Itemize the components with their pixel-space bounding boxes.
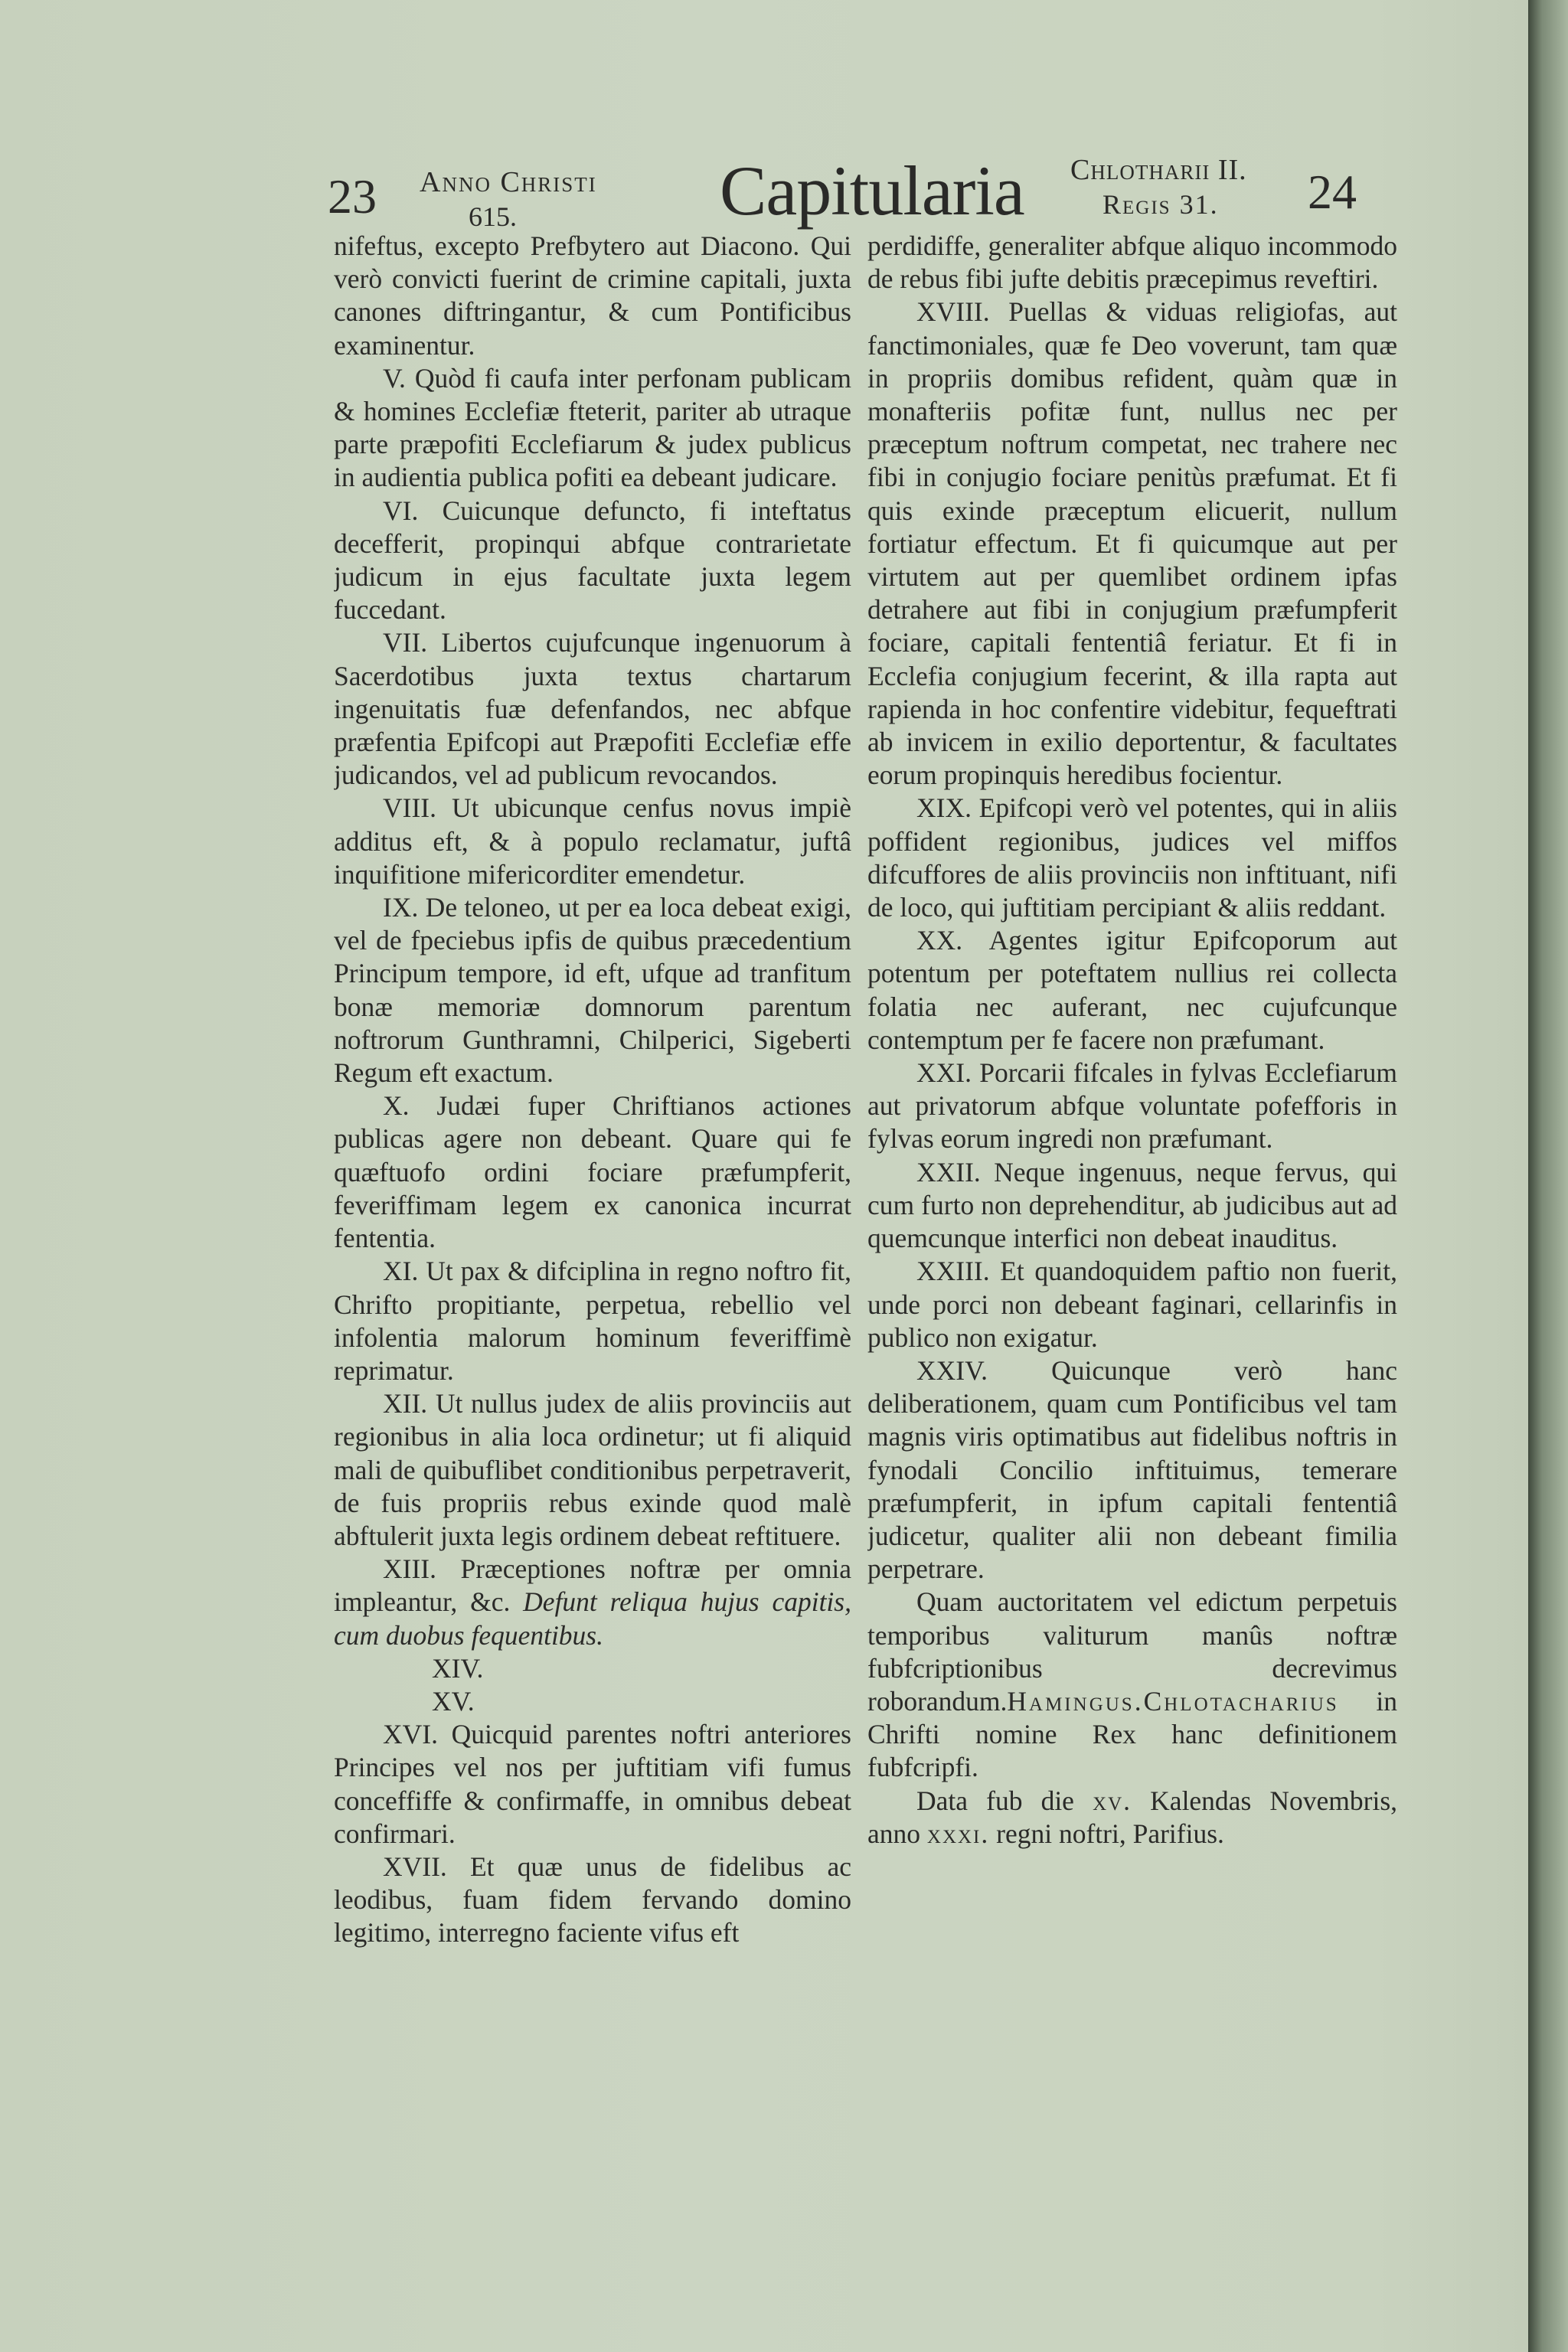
page-number-left: 23	[328, 169, 377, 224]
running-head-regnal-year: Regis 31.	[1102, 189, 1219, 220]
paragraph-xvi: XVI. Quicquid parentes noftri anteriores Principes vel nos per juftitiam vifi fumus conceffiffe & confirmaffe, in omnibus debeat confirmari.	[334, 1719, 851, 1849]
paragraph-xxii: XXII. Neque ingenuus, neque fervus, qui cum furto non deprehenditur, ab judicibus aut ad quemcunque interfici non debeat inauditus.	[867, 1156, 1397, 1254]
paragraph-xv: XV.	[432, 1685, 475, 1717]
paragraph-xiv: XIV.	[432, 1652, 484, 1684]
dating-text-end: regni noftri, Parifius.	[996, 1818, 1224, 1849]
dating-text-mid: Kalendas Novembris, anno	[867, 1785, 1397, 1849]
paragraph-viii: VIII. Ut ubicunque cenfus novus impiè additus eft, & à populo reclamatur, juftâ inquifitione mifericorditer emendetur.	[334, 792, 851, 890]
subscription-text: Quam auctoritatem vel edictum perpetuis temporibus valiturum manûs noftræ fubfcriptionibus decrevimus roborandum.	[867, 1586, 1397, 1717]
paragraph-xiii	[334, 1553, 851, 1652]
dating-year: xxxi.	[926, 1818, 990, 1849]
running-head-anno: Anno Christi	[420, 166, 597, 198]
paragraph-xviii: XVIII. Puellas & viduas religiofas, aut fanctimoniales, quæ fe Deo voverunt, tam quæ in propriis domibus refident, quàm quæ in monafteriis pofitæ funt, nullus nec per præceptum noftrum competat, nec trahere nec fibi in conjugio fociare penitùs præfumat. Et fi quis exinde præceptum elicuerit, nullum fortiatur effectum. Et fi quicumque aut per virtutem aut per quemlibet ordinem ipfas detrahere aut fibi in conjugium præfumpferit fociare, capitali fententiâ feriatur. Et fi in Ecclefia conjugium fecerint, & illa rapta aut rapienda in hoc confentire videbitur, fequeftrati ab invicem in exilio deportentur, & facultates eorum propinquis heredibus focientur.	[867, 296, 1397, 791]
paragraph-xix: XIX. Epifcopi verò vel potentes, qui in aliis poffident regionibus, judices vel miffos difcuffores de aliis provinciis non inftituant, nifi de loco, qui juftitiam percipiant & aliis reddant.	[867, 792, 1397, 923]
dating-text: Data fub die	[916, 1785, 1074, 1816]
running-head-king: Chlotharii II.	[1070, 154, 1247, 186]
subscription-paragraph	[867, 1586, 1397, 1784]
signatory-chlotacharius: Chlotacharius	[1143, 1685, 1339, 1717]
running-head-year: 615.	[469, 201, 517, 232]
paragraph-continuation: nifeftus, excepto Prefbytero aut Diacono. Qui verò convicti fuerint de crimine capitali, juxta canones diftringantur, & cum Pontificibus examinentur.	[334, 230, 851, 361]
paragraph-xx: XX. Agentes igitur Epifcoporum aut potentum per poteftatem nullius rei collecta folatia nec auferant, nec cujufcunque contemptum per fe facere non præfumant.	[867, 925, 1397, 1055]
subscription-text-end: in Chrifti nomine Rex hanc definitionem fubfcripfi.	[867, 1685, 1397, 1783]
paragraph-xii: XII. Ut nullus judex de aliis provinciis aut regionibus in alia loca ordinetur; ut fi aliquid mali de quibuflibet conditionibus perpetraverit, de fuis propriis rebus exinde quod malè abftulerit juxta legis ordinem debeat reftituere.	[334, 1388, 851, 1551]
page-number-right: 24	[1308, 165, 1357, 219]
paragraph-ix: IX. De teloneo, ut per ea loca debeat exigi, vel de fpeciebus ipfis de quibus præcedentium Principum tempore, id eft, ufque ad tranfitum bonæ memoriæ domnorum parentum noftrorum Gunthramni, Chilperici, Sigeberti Regum eft exactum.	[334, 892, 851, 1089]
paragraph-vi: VI. Cuicunque defuncto, fi inteftatus decefferit, propinqui abfque contrarietate judicum in ejus facultate juxta legem fuccedant.	[334, 495, 851, 626]
dating-clause	[867, 1785, 1397, 1851]
paragraph-v: V. Quòd fi caufa inter perfonam publicam & homines Ecclefiæ fteterit, pariter ab utraque parte præpofiti Ecclefiarum & judex publicus in audientia publica pofiti ea debeant judicare.	[334, 362, 851, 493]
right-column	[867, 230, 1397, 2098]
signatory-hamingus: Hamingus.	[1007, 1685, 1144, 1717]
dating-day: xv.	[1093, 1785, 1132, 1816]
page-title: Capitularia	[720, 152, 1024, 230]
paragraph-xiii-text: XIII. Præceptiones noftræ per omnia impleantur, &c.	[334, 1553, 851, 1618]
paragraph-xi: XI. Ut pax & difciplina in regno noftro fit, Chrifto propitiante, perpetua, rebellio vel infolentia malorum hominum feveriffimè reprimatur.	[334, 1256, 851, 1386]
lacuna-note: Defunt reliqua hujus capitis, cum duobus fequentibus.	[334, 1586, 851, 1651]
paragraph-xxi: XXI. Porcarii fifcales in fylvas Ecclefiarum aut privatorum abfque voluntate pofefforis in fylvas eorum ingredi non præfumant.	[867, 1057, 1397, 1155]
paragraph-vii: VII. Libertos cujufcunque ingenuorum à Sacerdotibus juxta textus chartarum ingenuitatis fuæ defenfandos, nec abfque præfentia Epifcopi aut Præpofiti Ecclefiæ effe judicandos, vel ad publicum revocandos.	[334, 627, 851, 791]
paragraph-x: X. Judæi fuper Chriftianos actiones publicas agere non debeant. Quare qui fe quæftuofo ordini fociare præfumpferit, feveriffimam legem ex canonica incurrat fententia.	[334, 1090, 851, 1254]
paragraph-xxiii: XXIII. Et quandoquidem paftio non fuerit, unde porci non debeant faginari, cellarinfis in publico non exigatur.	[867, 1256, 1397, 1353]
book-edge	[1528, 0, 1568, 2352]
paragraph-xvii: XVII. Et quæ unus de fidelibus ac leodibus, fuam fidem fervando domino legitimo, interregno faciente vifus eft	[334, 1851, 851, 1949]
paragraph-continuation: perdidiffe, generaliter abfque aliquo incommodo de rebus fibi jufte debitis præcepimus reveftiri.	[867, 230, 1397, 295]
paragraph-xxiv: XXIV. Quicunque verò hanc deliberationem, quam cum Pontificibus vel tam magnis viris optimatibus aut fidelibus noftris in fynodali Concilio inftituimus, temerare præfumpferit, in ipfum capitali fententiâ judicetur, qualiter alii non debeant fimilia perpetrare.	[867, 1354, 1397, 1585]
left-column	[334, 230, 851, 2098]
